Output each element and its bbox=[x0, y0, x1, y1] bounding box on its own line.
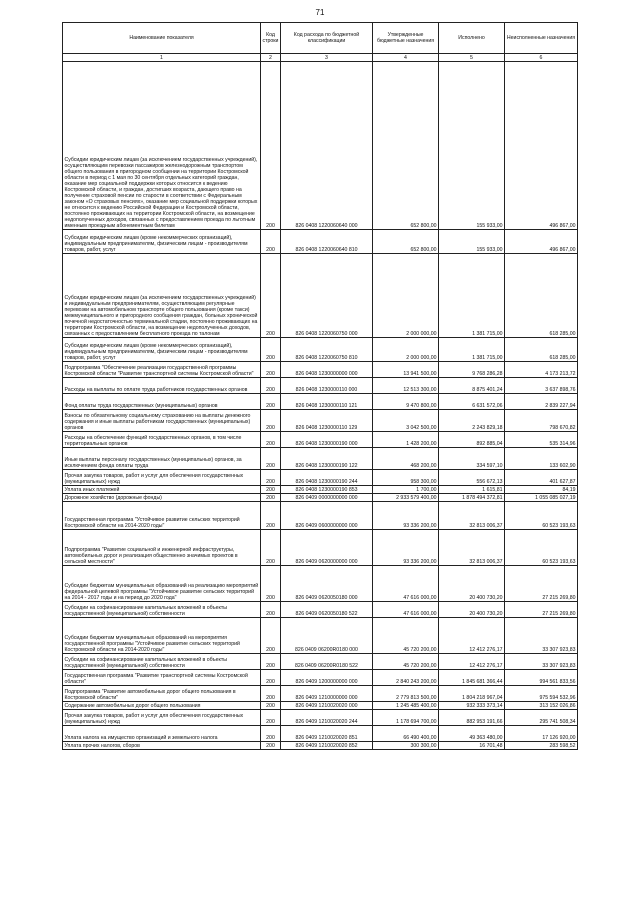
row-budget-code: 826 0408 1230000190 122 bbox=[281, 448, 373, 470]
row-approved-amount: 2 000 000,00 bbox=[373, 338, 439, 362]
row-executed-amount: 334 597,10 bbox=[439, 448, 505, 470]
table-row bbox=[63, 378, 578, 394]
column-number: 4 bbox=[373, 54, 439, 62]
table-row bbox=[63, 566, 578, 602]
row-budget-code: 826 0409 1210020020 244 bbox=[281, 710, 373, 726]
row-executed-amount: 882 953 191,66 bbox=[439, 710, 505, 726]
header-unexecuted: Неисполненные назначения bbox=[505, 23, 578, 54]
column-number: 2 bbox=[261, 54, 281, 62]
row-approved-amount: 1 245 485 400,00 bbox=[373, 702, 439, 710]
table-row bbox=[63, 254, 578, 338]
row-name: Дорожное хозяйство (дорожные фонды) bbox=[63, 494, 261, 502]
row-unexecuted-amount: 535 314,96 bbox=[505, 432, 578, 448]
row-budget-code: 826 0408 1230000110 000 bbox=[281, 378, 373, 394]
row-executed-amount: 49 363 480,00 bbox=[439, 726, 505, 742]
table-row bbox=[63, 530, 578, 566]
table-row bbox=[63, 338, 578, 362]
row-executed-amount: 932 333 373,14 bbox=[439, 702, 505, 710]
row-name: Субсидии бюджетам муниципальных образований на мероприятия государственной программы "Устойчивое развитие сельских территорий Костромской области на 2014-2020 годы" bbox=[63, 618, 261, 654]
table-row bbox=[63, 362, 578, 378]
table-row bbox=[63, 394, 578, 410]
row-line-code: 200 bbox=[261, 702, 281, 710]
row-name: Подпрограмма "Развитие автомобильных дорог общего пользования в Костромской области" bbox=[63, 686, 261, 702]
column-number: 3 bbox=[281, 54, 373, 62]
row-name: Расходы на выплаты по оплате труда работников государственных органов bbox=[63, 378, 261, 394]
row-approved-amount: 652 800,00 bbox=[373, 230, 439, 254]
header-name: Наименование показателя bbox=[63, 23, 261, 54]
row-unexecuted-amount: 60 523 193,63 bbox=[505, 530, 578, 566]
row-name: Подпрограмма "Развитие социальной и инженерной инфраструктуры, автомобильных дорог и реализация общественно значимых проектов в сельской местности" bbox=[63, 530, 261, 566]
row-name: Субсидии бюджетам муниципальных образований на реализацию мероприятий федеральной целевой программы "Устойчивое развитие сельских территорий на 2014 - 2017 годы и на период до 2020 года" bbox=[63, 566, 261, 602]
row-approved-amount: 2 779 813 500,00 bbox=[373, 686, 439, 702]
row-budget-code: 826 0409 1210000000 000 bbox=[281, 686, 373, 702]
row-budget-code: 826 0408 1220060750 810 bbox=[281, 338, 373, 362]
row-line-code: 200 bbox=[261, 448, 281, 470]
row-approved-amount: 3 042 500,00 bbox=[373, 410, 439, 432]
row-name: Иные выплаты персоналу государственных (муниципальных) органов, за исключением фонда оплаты труда bbox=[63, 448, 261, 470]
table-row bbox=[63, 470, 578, 486]
table-row bbox=[63, 710, 578, 726]
row-approved-amount: 47 616 000,00 bbox=[373, 602, 439, 618]
row-unexecuted-amount: 313 152 026,86 bbox=[505, 702, 578, 710]
row-budget-code: 826 0408 1230000110 121 bbox=[281, 394, 373, 410]
row-approved-amount: 958 300,00 bbox=[373, 470, 439, 486]
row-budget-code: 826 0409 1210020020 852 bbox=[281, 742, 373, 750]
row-approved-amount: 9 470 800,00 bbox=[373, 394, 439, 410]
row-unexecuted-amount: 133 602,90 bbox=[505, 448, 578, 470]
row-line-code: 200 bbox=[261, 530, 281, 566]
row-line-code: 200 bbox=[261, 62, 281, 230]
row-approved-amount: 93 336 200,00 bbox=[373, 530, 439, 566]
row-unexecuted-amount: 60 523 193,63 bbox=[505, 502, 578, 530]
row-budget-code: 826 0409 1210020020 851 bbox=[281, 726, 373, 742]
row-unexecuted-amount: 27 215 269,80 bbox=[505, 602, 578, 618]
row-executed-amount: 1 878 494 372,81 bbox=[439, 494, 505, 502]
row-executed-amount: 1 615,81 bbox=[439, 486, 505, 494]
row-executed-amount: 155 933,00 bbox=[439, 230, 505, 254]
row-budget-code: 826 0409 0000000000 000 bbox=[281, 494, 373, 502]
row-unexecuted-amount: 33 307 923,83 bbox=[505, 654, 578, 670]
row-unexecuted-amount: 84,19 bbox=[505, 486, 578, 494]
row-line-code: 200 bbox=[261, 618, 281, 654]
row-line-code: 200 bbox=[261, 566, 281, 602]
row-approved-amount: 2 840 243 200,00 bbox=[373, 670, 439, 686]
row-executed-amount: 6 631 572,06 bbox=[439, 394, 505, 410]
row-approved-amount: 47 616 000,00 bbox=[373, 566, 439, 602]
row-line-code: 200 bbox=[261, 502, 281, 530]
row-line-code: 200 bbox=[261, 742, 281, 750]
row-executed-amount: 20 400 730,20 bbox=[439, 602, 505, 618]
table-row bbox=[63, 502, 578, 530]
row-budget-code: 826 0409 0620050180 522 bbox=[281, 602, 373, 618]
table-row bbox=[63, 62, 578, 230]
row-budget-code: 826 0408 1230000190 853 bbox=[281, 486, 373, 494]
row-budget-code: 826 0409 1210020020 000 bbox=[281, 702, 373, 710]
column-number-row bbox=[63, 54, 578, 62]
row-approved-amount: 12 513 300,00 bbox=[373, 378, 439, 394]
row-approved-amount: 45 720 200,00 bbox=[373, 654, 439, 670]
row-budget-code: 826 0409 06200R0180 522 bbox=[281, 654, 373, 670]
row-unexecuted-amount: 17 126 920,00 bbox=[505, 726, 578, 742]
row-executed-amount: 892 885,04 bbox=[439, 432, 505, 448]
row-budget-code: 826 0409 0600000000 000 bbox=[281, 502, 373, 530]
row-approved-amount: 468 200,00 bbox=[373, 448, 439, 470]
row-line-code: 200 bbox=[261, 432, 281, 448]
row-executed-amount: 32 813 006,37 bbox=[439, 530, 505, 566]
row-executed-amount: 20 400 730,20 bbox=[439, 566, 505, 602]
row-name: Содержание автомобильных дорог общего пользования bbox=[63, 702, 261, 710]
row-name: Субсидии юридическим лицам (за исключением государственных учреждений), осуществляющим перевозки пассажиров железнодорожным транспортом общего пользования в пригородном сообщении на территории Костромской области в период с 1 мая по 30 сентября отдельных категорий граждан, оказание мер социальной поддержки которых относится к ведению Костромской области, и граждан, достигших возраста, дающего право на получение страховой пенсии по старости в соответствии с Федеральным законом «О страховых пенсиях», оказание мер социальной поддержки которых не относится к ведению Российской Федерации и Костромской области, постоянно проживающих на территории Костромской области, на возмещение недополученных доходов, связанных с предоставлением проезда по льготным именным проездным абонементным билетам bbox=[63, 62, 261, 230]
row-unexecuted-amount: 798 670,82 bbox=[505, 410, 578, 432]
header-executed: Исполнено bbox=[439, 23, 505, 54]
table-row bbox=[63, 432, 578, 448]
row-approved-amount: 93 336 200,00 bbox=[373, 502, 439, 530]
table-row bbox=[63, 494, 578, 502]
budget-execution-table bbox=[62, 22, 578, 750]
row-line-code: 200 bbox=[261, 602, 281, 618]
row-approved-amount: 1 428 200,00 bbox=[373, 432, 439, 448]
row-approved-amount: 2 933 579 400,00 bbox=[373, 494, 439, 502]
row-line-code: 200 bbox=[261, 486, 281, 494]
row-executed-amount: 16 701,48 bbox=[439, 742, 505, 750]
row-unexecuted-amount: 496 867,00 bbox=[505, 62, 578, 230]
row-budget-code: 826 0408 1220060640 810 bbox=[281, 230, 373, 254]
row-executed-amount: 1 804 218 967,04 bbox=[439, 686, 505, 702]
row-line-code: 200 bbox=[261, 670, 281, 686]
row-executed-amount: 1 381 715,00 bbox=[439, 254, 505, 338]
row-name: Государственная программа "Развитие транспортной системы Костромской области" bbox=[63, 670, 261, 686]
table-row bbox=[63, 230, 578, 254]
row-line-code: 200 bbox=[261, 710, 281, 726]
row-line-code: 200 bbox=[261, 378, 281, 394]
table-row bbox=[63, 448, 578, 470]
row-name: Государственная программа "Устойчивое развитие сельских территорий Костромской области на 2014-2020 годы" bbox=[63, 502, 261, 530]
row-approved-amount: 13 941 500,00 bbox=[373, 362, 439, 378]
row-unexecuted-amount: 618 285,00 bbox=[505, 338, 578, 362]
row-name: Прочая закупка товаров, работ и услуг для обеспечения государственных (муниципальных) нужд bbox=[63, 710, 261, 726]
row-executed-amount: 2 243 829,18 bbox=[439, 410, 505, 432]
row-executed-amount: 155 933,00 bbox=[439, 62, 505, 230]
column-number: 5 bbox=[439, 54, 505, 62]
row-approved-amount: 66 490 400,00 bbox=[373, 726, 439, 742]
row-budget-code: 826 0409 0620050180 000 bbox=[281, 566, 373, 602]
row-line-code: 200 bbox=[261, 394, 281, 410]
row-unexecuted-amount: 401 627,87 bbox=[505, 470, 578, 486]
row-executed-amount: 8 875 401,24 bbox=[439, 378, 505, 394]
row-budget-code: 826 0409 06200R0180 000 bbox=[281, 618, 373, 654]
row-approved-amount: 300 300,00 bbox=[373, 742, 439, 750]
row-name: Фонд оплаты труда государственных (муниципальных) органов bbox=[63, 394, 261, 410]
row-executed-amount: 12 412 276,17 bbox=[439, 654, 505, 670]
column-number: 6 bbox=[505, 54, 578, 62]
row-name: Подпрограмма "Обеспечение реализации государственной программы Костромской области "Развитие транспортной системы Костромской области" bbox=[63, 362, 261, 378]
table-row bbox=[63, 742, 578, 750]
row-executed-amount: 1 381 715,00 bbox=[439, 338, 505, 362]
row-unexecuted-amount: 33 307 923,83 bbox=[505, 618, 578, 654]
row-unexecuted-amount: 994 561 833,56 bbox=[505, 670, 578, 686]
row-budget-code: 826 0408 1220060640 000 bbox=[281, 62, 373, 230]
row-unexecuted-amount: 295 741 508,34 bbox=[505, 710, 578, 726]
row-line-code: 200 bbox=[261, 254, 281, 338]
column-number: 1 bbox=[63, 54, 261, 62]
row-unexecuted-amount: 4 173 213,72 bbox=[505, 362, 578, 378]
row-budget-code: 826 0408 1220060750 000 bbox=[281, 254, 373, 338]
row-approved-amount: 1 178 694 700,00 bbox=[373, 710, 439, 726]
row-name: Уплата налога на имущество организаций и земельного налога bbox=[63, 726, 261, 742]
row-name: Субсидии юридическим лицам (за исключением государственных учреждений) и индивидуальным предпринимателям, осуществляющим регулярные перевозки на автомобильном транспорте общего пользования (кроме такси) межмуниципального и пригородного сообщения граждан, больных хронической почечной недостаточностью терминальной стадии, постоянно проживающих на территории Костромской области, на возмещение недополученных доходов, связанных с предоставлением бесплатного проезда по талонам bbox=[63, 254, 261, 338]
row-line-code: 200 bbox=[261, 686, 281, 702]
row-executed-amount: 1 845 681 366,44 bbox=[439, 670, 505, 686]
row-unexecuted-amount: 2 839 227,94 bbox=[505, 394, 578, 410]
row-line-code: 200 bbox=[261, 494, 281, 502]
table-row bbox=[63, 410, 578, 432]
row-line-code: 200 bbox=[261, 410, 281, 432]
row-budget-code: 826 0409 1200000000 000 bbox=[281, 670, 373, 686]
row-approved-amount: 2 000 000,00 bbox=[373, 254, 439, 338]
table-row bbox=[63, 670, 578, 686]
row-name: Субсидии юридическим лицам (кроме некоммерческих организаций), индивидуальным предпринимателям, физическим лицам - производителям товаров, работ, услуг bbox=[63, 338, 261, 362]
row-budget-code: 826 0408 1230000190 244 bbox=[281, 470, 373, 486]
row-name: Субсидии юридическим лицам (кроме некоммерческих организаций), индивидуальным предпринимателям, физическим лицам - производителям товаров, работ, услуг bbox=[63, 230, 261, 254]
row-unexecuted-amount: 283 598,52 bbox=[505, 742, 578, 750]
header-row bbox=[63, 23, 578, 54]
row-name: Уплата прочих налогов, сборов bbox=[63, 742, 261, 750]
table-row bbox=[63, 726, 578, 742]
header-line-code: Код строки bbox=[261, 23, 281, 54]
row-name: Субсидии на софинансирование капитальных вложений в объекты государственной (муниципальной) собственности bbox=[63, 602, 261, 618]
table-row bbox=[63, 618, 578, 654]
row-executed-amount: 32 813 006,37 bbox=[439, 502, 505, 530]
row-line-code: 200 bbox=[261, 654, 281, 670]
header-budget-code: Код расхода по бюджетной классификации bbox=[281, 23, 373, 54]
table-row bbox=[63, 602, 578, 618]
header-approved: Утвержденные бюджетные назначения bbox=[373, 23, 439, 54]
row-budget-code: 826 0408 1230000110 129 bbox=[281, 410, 373, 432]
row-approved-amount: 1 700,00 bbox=[373, 486, 439, 494]
table-row bbox=[63, 702, 578, 710]
row-unexecuted-amount: 496 867,00 bbox=[505, 230, 578, 254]
row-unexecuted-amount: 618 285,00 bbox=[505, 254, 578, 338]
row-line-code: 200 bbox=[261, 362, 281, 378]
row-approved-amount: 652 800,00 bbox=[373, 62, 439, 230]
row-line-code: 200 bbox=[261, 230, 281, 254]
row-unexecuted-amount: 975 594 532,96 bbox=[505, 686, 578, 702]
table-row bbox=[63, 654, 578, 670]
row-executed-amount: 556 672,13 bbox=[439, 470, 505, 486]
row-unexecuted-amount: 27 215 269,80 bbox=[505, 566, 578, 602]
page-number: 71 bbox=[315, 8, 325, 17]
row-name: Расходы на обеспечение функций государственных органов, в том числе территориальных органов bbox=[63, 432, 261, 448]
row-budget-code: 826 0409 0620000000 000 bbox=[281, 530, 373, 566]
row-name: Уплата иных платежей bbox=[63, 486, 261, 494]
row-line-code: 200 bbox=[261, 726, 281, 742]
row-name: Субсидии на софинансирование капитальных вложений в объекты государственной (муниципальной) собственности bbox=[63, 654, 261, 670]
row-name: Прочая закупка товаров, работ и услуг для обеспечения государственных (муниципальных) нужд bbox=[63, 470, 261, 486]
table-row bbox=[63, 686, 578, 702]
row-line-code: 200 bbox=[261, 338, 281, 362]
row-budget-code: 826 0408 1230000000 000 bbox=[281, 362, 373, 378]
row-unexecuted-amount: 3 637 898,76 bbox=[505, 378, 578, 394]
row-name: Взносы по обязательному социальному страхованию на выплаты денежного содержания и иные выплаты работникам государственных (муниципальных) органов bbox=[63, 410, 261, 432]
row-unexecuted-amount: 1 055 085 027,19 bbox=[505, 494, 578, 502]
row-line-code: 200 bbox=[261, 470, 281, 486]
row-executed-amount: 9 768 286,28 bbox=[439, 362, 505, 378]
table-row bbox=[63, 486, 578, 494]
row-executed-amount: 12 412 276,17 bbox=[439, 618, 505, 654]
row-approved-amount: 45 720 200,00 bbox=[373, 618, 439, 654]
row-budget-code: 826 0408 1230000190 000 bbox=[281, 432, 373, 448]
